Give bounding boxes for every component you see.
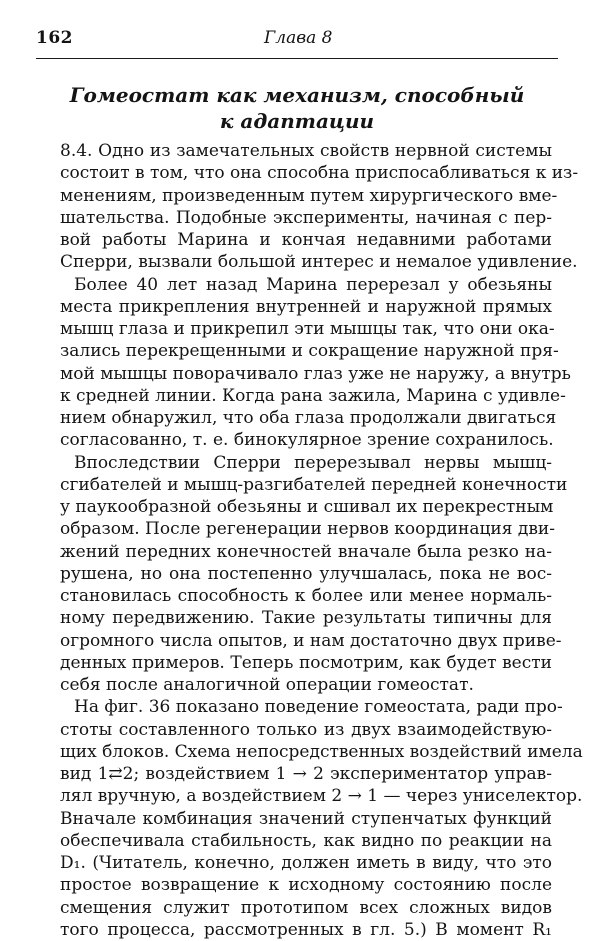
section-title-line: к адаптации — [219, 109, 375, 133]
text-line: зались перекрещенными и сокращение наружной пря- — [60, 341, 559, 362]
text-line: мышц глаза и прикрепил эти мышцы так, что они ока- — [60, 319, 555, 339]
text-line: рушена, но она постепенно улучшалась, пока не вос- — [60, 563, 552, 584]
running-head-chapter: Глава 8 — [264, 28, 333, 48]
text-line: жений передних конечностей вначале была резко на- — [60, 541, 552, 562]
text-line: щих блоков. Схема непосредственных воздействий имела — [60, 741, 583, 762]
text-line: огромного числа опытов, и нам достаточно двух приве- — [60, 630, 562, 651]
text-line: мой мышцы поворачивало глаз уже не наружу, а внутрь — [60, 363, 571, 384]
text-line: согласованно, т. е. бинокулярное зрение сохранилось. — [60, 430, 554, 451]
text-line: того процесса, рассмотренных в гл. 5.) В момент R₁ — [60, 919, 552, 940]
text-line: к средней линии. Когда рана зажила, Марина с удивле- — [60, 385, 566, 406]
text-line: лял вручную, а воздействием 2 → 1 — через униселектор. — [60, 786, 583, 807]
text-line: денных примеров. Теперь посмотрим, как будет вести — [60, 652, 552, 673]
page-header — [36, 28, 558, 52]
text-line: D₁. (Читатель, конечно, должен иметь в виду, что это — [60, 853, 552, 873]
text-line: стоты составленного только из двух взаимодействую- — [60, 719, 552, 740]
text-line: 8.4. Одно из замечательных свойств нервной системы — [60, 141, 552, 161]
section-title-line: Гомеостат как механизм, способный — [69, 83, 525, 107]
text-line: себя после аналогичной операции гомеостат. — [60, 675, 474, 695]
text-line: Более 40 лет назад Марина перерезал у обезьяны — [74, 274, 552, 295]
header-rule — [36, 58, 558, 59]
page-number: 162 — [36, 28, 73, 48]
text-line: сгибателей и мышц-разгибателей передней конечности — [60, 474, 568, 495]
section-title — [36, 82, 558, 134]
text-line: вой работы Марина и кончая недавними работами — [60, 230, 552, 250]
text-line: ному передвижению. Такие результаты типичны для — [60, 608, 552, 629]
text-line: становилась способность к более или менее нормаль- — [60, 586, 552, 606]
text-line: состоит в том, что она способна приспосабливаться к из- — [60, 163, 579, 184]
text-line: Впоследствии Сперри перерезывал нервы мышц- — [74, 452, 552, 473]
body-text — [60, 140, 583, 941]
text-line: менениям, произведенным путем хирургического вме- — [60, 185, 558, 206]
text-line: у паукообразной обезьяны и сшивал их перекрестным — [60, 497, 554, 517]
text-line: смещения служит прототипом всех сложных видов — [60, 897, 552, 918]
text-line: На фиг. 36 показано поведение гомеостата, ради про- — [74, 697, 563, 718]
text-line: нием обнаружил, что оба глаза продолжали двигаться — [60, 408, 557, 428]
text-line: Вначале комбинация значений ступенчатых функций — [60, 808, 552, 829]
text-line: шательства. Подобные эксперименты, начиная с пер- — [60, 207, 552, 228]
text-line: Сперри, вызвали большой интерес и немалое удивление. — [60, 252, 578, 273]
text-line: места прикрепления внутренней и наружной прямых — [60, 296, 552, 317]
text-line: образом. После регенерации нервов координация дви- — [60, 519, 555, 540]
text-line: простое возвращение к исходному состоянию после — [60, 875, 552, 896]
text-line: обеспечивала стабильность, как видно по реакции на — [60, 830, 552, 851]
text-line: вид 1⇄2; воздействием 1 → 2 экспериментатор управ- — [60, 764, 552, 784]
